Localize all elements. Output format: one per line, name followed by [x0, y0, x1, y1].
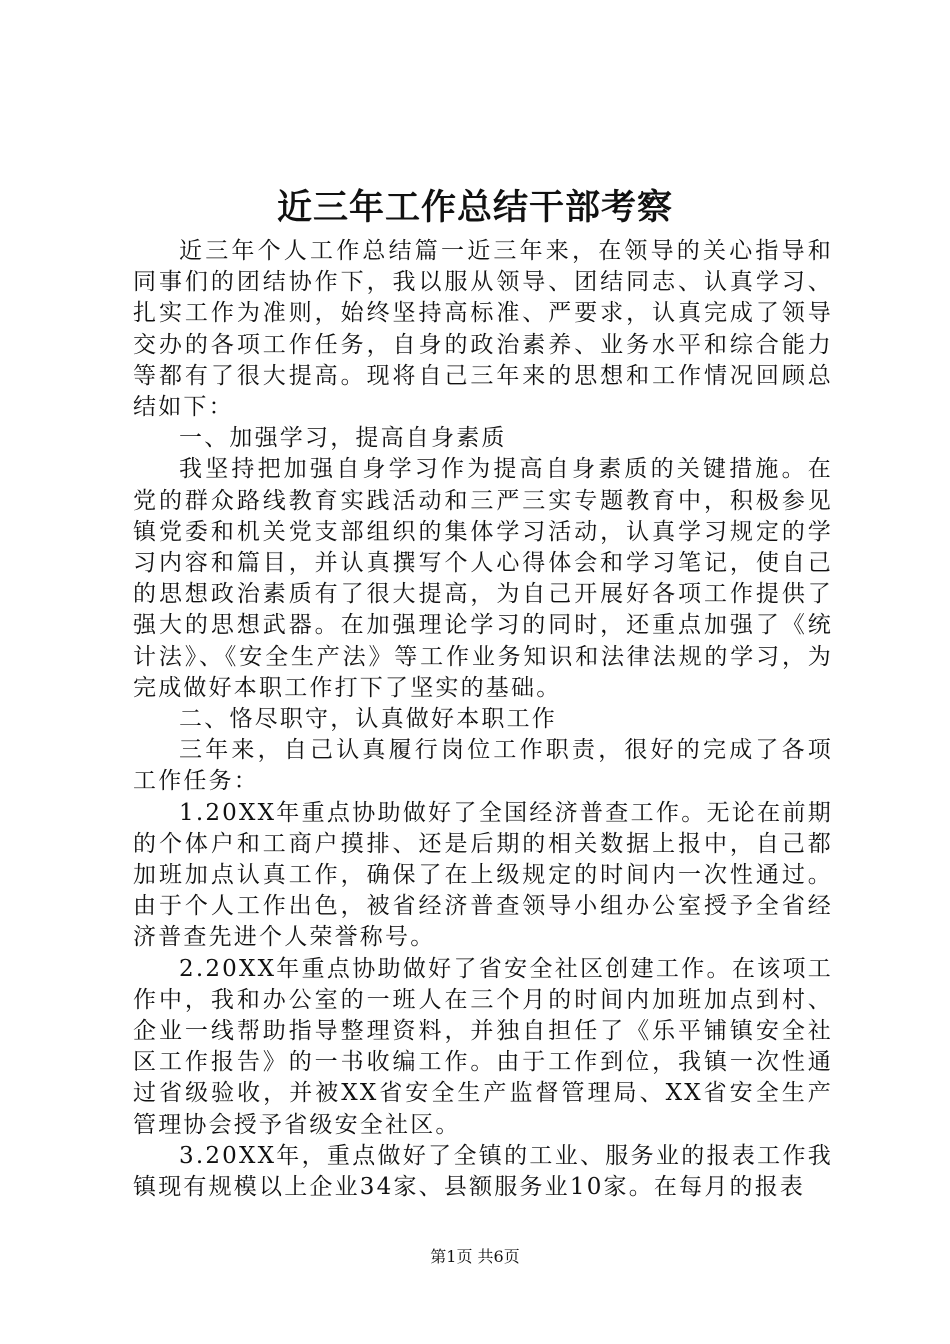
- item-1-paragraph: 1.20XX年重点协助做好了全国经济普查工作。无论在前期的个体户和工商户摸排、还是后期的相关数据上报中，自己都加班加点认真工作，确保了在上级规定的时间内一次性通过。由于个人工作出色，被省经济普查领导小组办公室授予全省经济普查先进个人荣誉称号。: [133, 799, 833, 951]
- section-heading-duty: 二、恪尽职守，认真做好本职工作: [179, 706, 557, 733]
- item-2-paragraph: 2.20XX年重点协助做好了省安全社区创建工作。在该项工作中，我和办公室的一班人在三个月的时间内加班加点到村、企业一线帮助指导整理资料，并独自担任了《乐平铺镇安全社区工作报告》的一书收编工作。由于工作到位，我镇一次性通过省级验收，并被XX省安全生产监督管理局、XX省安全生产管理协会授予省级安全社区。: [133, 955, 833, 1138]
- section-heading-study: 一、加强学习，提高自身素质: [179, 425, 507, 452]
- intro-paragraph: 近三年个人工作总结篇一近三年来，在领导的关心指导和同事们的团结协作下，我以服从领导、团结同志、认真学习、扎实工作为准则，始终坚持高标准、严要求，认真完成了领导交办的各项工作任务，自身的政治素养、业务水平和综合能力等都有了很大提高。现将自己三年来的思想和工作情况回顾总结如下：: [133, 238, 833, 421]
- duty-intro-paragraph: 三年来，自己认真履行岗位工作职责，很好的完成了各项工作任务：: [133, 737, 833, 795]
- page-number-footer: 第1页 共6页: [430, 1247, 520, 1266]
- document-body: [133, 236, 833, 1203]
- item-3-paragraph: 3.20XX年，重点做好了全镇的工业、服务业的报表工作我镇现有规模以上企业34家、县额服务业10家。在每月的报表: [133, 1142, 833, 1201]
- study-paragraph: 我坚持把加强自身学习作为提高自身素质的关键措施。在党的群众路线教育实践活动和三严三实专题教育中，积极参见镇党委和机关党支部组织的集体学习活动，认真学习规定的学习内容和篇目，并认真撰写个人心得体会和学习笔记，使自己的思想政治素质有了很大提高，为自己开展好各项工作提供了强大的思想武器。在加强理论学习的同时，还重点加强了《统计法》、《安全生产法》等工作业务知识和法律法规的学习，为完成做好本职工作打下了坚实的基础。: [133, 456, 833, 701]
- document-title: 近三年工作总结干部考察: [276, 187, 673, 228]
